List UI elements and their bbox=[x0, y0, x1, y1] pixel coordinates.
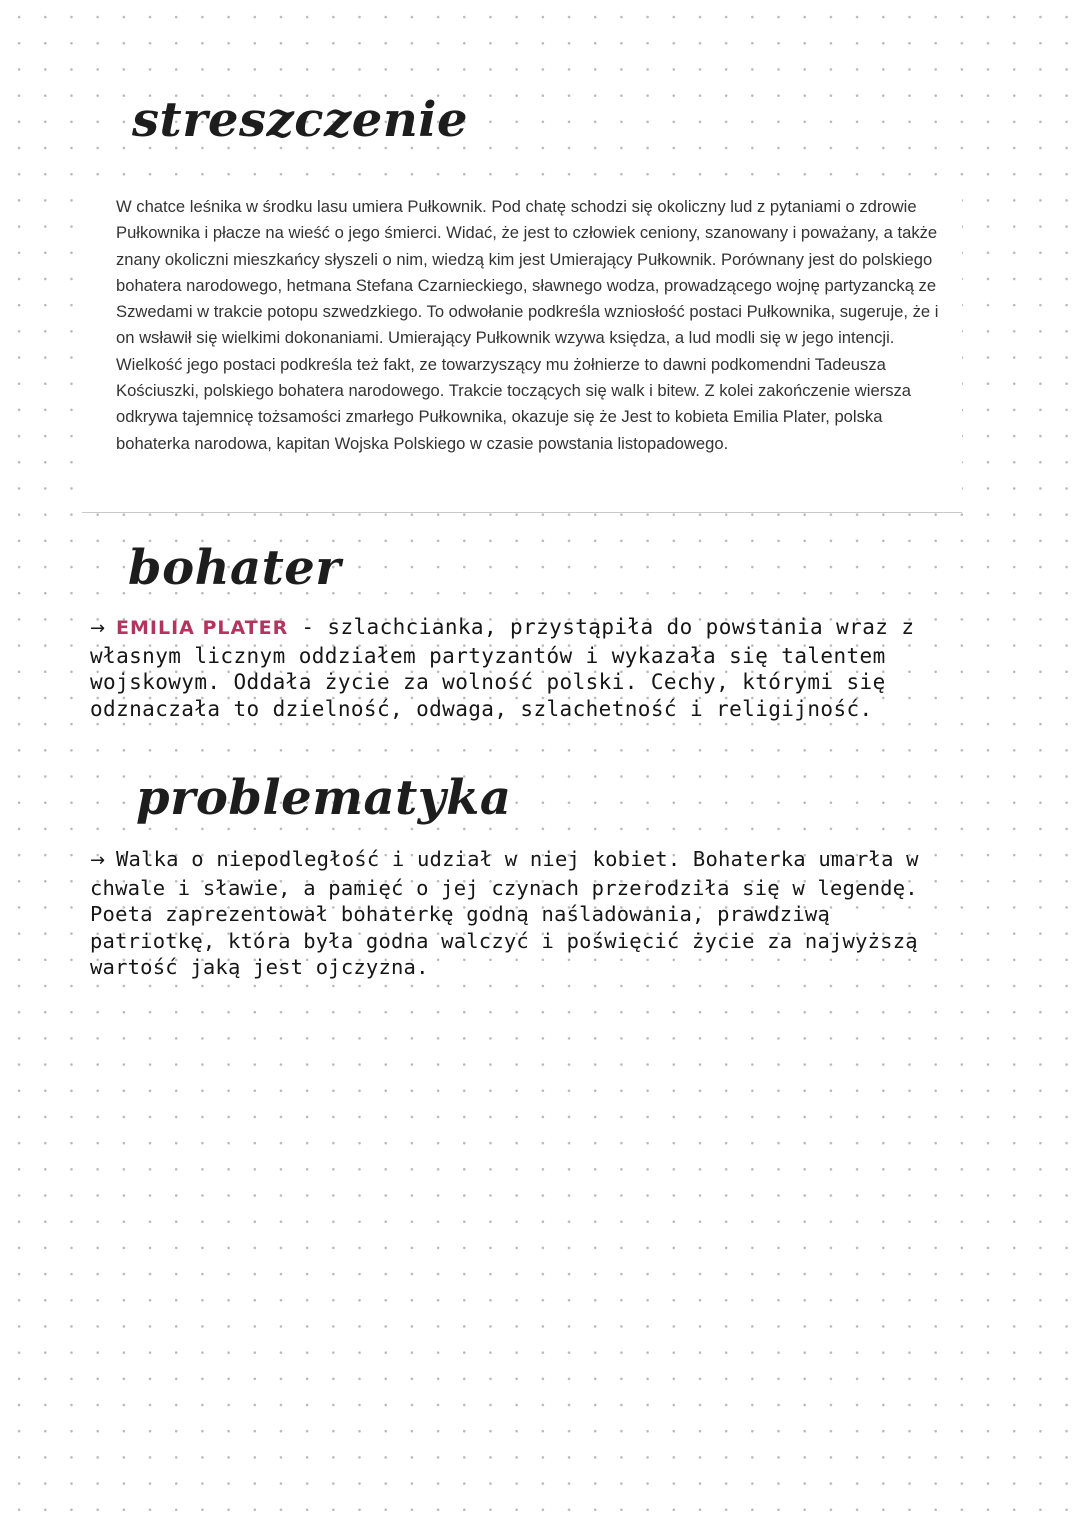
problems-heading: problematyka bbox=[136, 770, 512, 826]
hero-description: - szlachcianka, przystąpiła do powstania wraz z własnym licznym oddziałem partyzantów i wykazała się talentem wojskowym. Oddała życie za wolność polski. Cechy, którymi się odznaczała to dzielność, odwaga, szlachetność i religijność. bbox=[90, 615, 915, 721]
hero-heading: bohater bbox=[128, 540, 342, 596]
hero-name: EMILIA PLATER bbox=[116, 617, 289, 639]
problems-description: Walka o niepodległość i udział w niej kobiet. Bohaterka umarła w chwale i sławie, a pamięć o jej czynach przerodziła się w legendę. Poeta zaprezentował bohaterkę godną naśladowania, prawdziwą patriotkę, która była godna walczyć i poświęcić życie za najwyższą wartość jaką jest ojczyzna. bbox=[90, 847, 919, 979]
summary-text: W chatce leśnika w środku lasu umiera Pułkownik. Pod chatę schodzi się okoliczny lud z pytaniami o zdrowie Pułkownika i płacze na wieść o jego śmierci. Widać, że jest to człowiek ceniony, szanowany i poważany, a także znany okoliczni mieszkańcy słyszeli o nim, wiedzą kim jest Umierający Pułkownik. Porównany jest do polskiego bohatera narodowego, hetmana Stefana Czarnieckiego, sławnego wodza, prowadzącego wojnę partyzancką ze Szwedami w trakcie potopu szwedzkiego. To odwołanie podkreśla wzniosłość postaci Pułkownika, sugeruje, że i on wsławił się wielkimi dokonaniami. Umierający Pułkownik wzywa księdza, a lud modli się w jego intencji. Wielkość jego postaci podkreśla też fakt, ze towarzyszący mu żołnierze to dawni podkomendni Tadeusza Kościuszki, polskiego bohatera narodowego. Trakcie toczących się walk i bitew. Z kolei zakończenie wiersza odkrywa tajemnicę tożsamości zmarłego Pułkownika, okazuje się że Jest to kobieta Emilia Plater, polska bohaterka narodowa, kapitan Wojska Polskiego w czasie powstania listopadowego. bbox=[116, 197, 939, 453]
problems-paragraph bbox=[90, 846, 940, 981]
summary-heading: streszczenie bbox=[132, 92, 468, 148]
arrow-right-icon: → bbox=[90, 850, 106, 871]
arrow-right-icon: → bbox=[90, 618, 106, 639]
hero-paragraph bbox=[90, 614, 930, 722]
